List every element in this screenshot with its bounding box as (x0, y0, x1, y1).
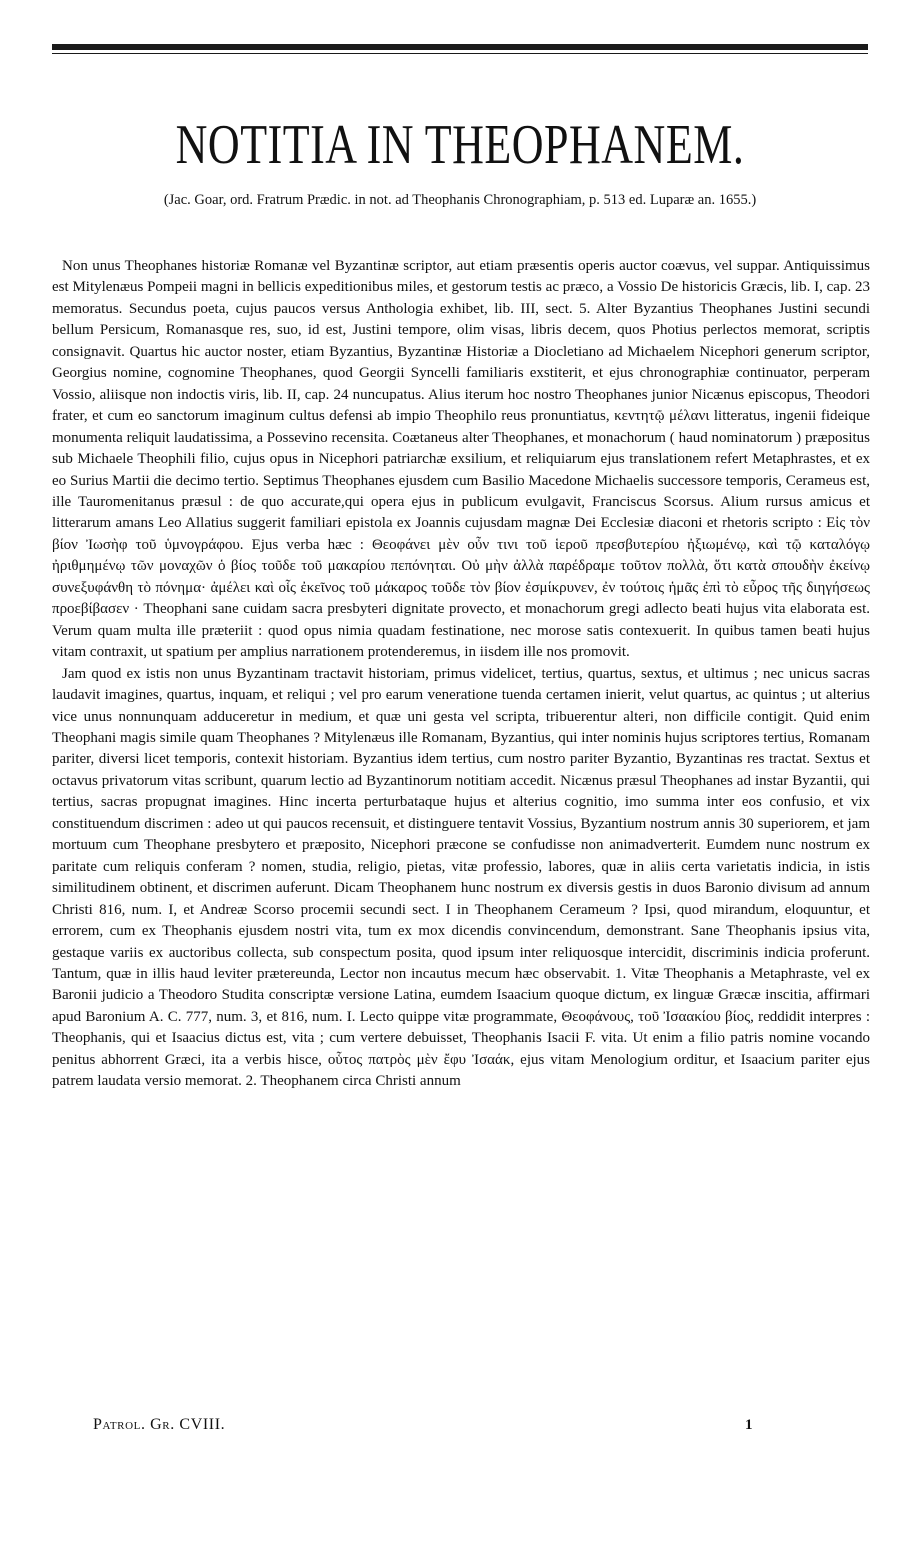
source-citation: (Jac. Goar, ord. Fratrum Prædic. in not. ad Theophanis Chronographiam, p. 513 ed. Luparæ an. 1655.) (163, 192, 757, 208)
paragraph: Jam quod ex istis non unus Byzantinam tractavit historiam, primus videlicet, tertius, quartus, sextus, et ultimus ; nec unicus sacras laudavit imagines, quartus, inquam, et reliqui ; vel pro earum veneratione tuenda certamen inierit, velut quartus, ac quintus ; ut alterius vice unus nonnunquam adduceretur in medium, et quæ uni gesta vel scripta, tribuerentur alteri, non difficile contigit. Quid enim Theophani magis simile quam Theophanes ? Mitylenæus ille Romanam, Byzantius, qui inter nominis hujus scriptores tertius, Romanam pariter, diversi licet temporis, contexit historiam. Byzantius idem tertius, cum nostro pariter Byzantio, Byzantinas res tractat. Sextus et octavus privatorum vitas scribunt, quarum lectio ad Byzantinorum notitiam accedit. Nicænus præsul Theophanes ad instar Byzantii, qui tertius, sacras propugnat imagines. Hinc incerta perturbataque hujus et alterius cognitio, imo summa inter eos confusio, et vix constituendum discrimen : adeo ut qui paucos recensuit, et distinguere tentavit Vossius, Byzantium nostrum annis 30 superiorem, et jam mortuum cum Theophane presbytero et præposito, Nicephori præcone se confudisse non animadverterit. Eumdem nunc nostrum ex paritate cum reliquis conferam ? nomen, studia, religio, pietas, vitæ professio, labores, quæ in aliis certa varietatis indicia, in istis similitudinem obtinent, et discrimen auferunt. Dicam Theophanem hunc nostrum ex diversis gestis in duos Baronio divisum ad annum Christi 816, num. I, et Andreæ Scorso procemii secundi sect. I in Theophanem Cerameum ? Ipsi, quod mirandum, eloquuntur, et errorem, cum ex Theophanis ejusdem nostri vita, tum ex mox dicendis convincendum, demonstrant. Sane Theophanis ipsius vita, gestaque variis ex auctoribus collecta, sub conspectum posita, quod ipsum inter reliquosque intercidit, discriminis indicia proferunt. Tantum, quæ in illis haud leviter prætereunda, Lector non incautus mecum hæc observabit. 1. Vitæ Theophanis a Metaphraste, vel ex Baronii judicio a Theodoro Studita conscriptæ versione Latina, eumdem Isaacium quoque dictum, ex linguæ Græcæ inscitia, affirmari apud Baronium A. C. 777, num. 3, et 816, num. I. Lecto quippe vitæ programmate, Θεοφάνους, τοῦ Ἰσαακίου βίος, reddidit interpres : Theophanis, qui et Isaacius dictus est, vita ; cum vertere debuisset, Theophanis Isacii F. vita. Ut enim a filio patris nomine vocando penitus abhorrent Græci, ita a verbis hisce, οὗτος πατρὸς μὲν ἔφυ Ἰσαάκ, ejus vitam Menologium orditur, et Isaacium pariter ejus patrem laudata versio memorat. 2. Theophanem circa Christi annum (52, 665, 870, 1090)
signature-number: 1 (745, 1417, 753, 1433)
paragraph: Non unus Theophanes historiæ Romanæ vel Byzantinæ scriptor, aut etiam præsentis operis auctor coævus, vel suppar. Antiquissimus est Mitylenæus Pompeii magni in bellicis expeditionibus miles, et gestorum testis ac præco, a Vossio De historicis Græcis, lib. I, cap. 23 memoratus. Secundus poeta, cujus paucos versus Anthologia exhibet, lib. III, sect. 5. Alter Byzantius Theophanes Justini secundi bellum Persicum, Romanasque res, suo, id est, Justini tempore, olim visas, libris decem, quos Photius perlectos memorat, scriptis consignavit. Quartus hic auctor noster, etiam Byzantius, Byzantinæ Historiæ a Diocletiano ad Michaelem Nicephori generum scriptor, Georgius nomine, cognomine Theophanes, quod Georgii Syncelli familiaris exstiterit, et ejus chronographiæ continuator, perperam Vossio, aliisque non indoctis viris, lib. II, cap. 24 nuncupatus. Alius iterum hoc nostro Theophanes junior Nicænus episcopus, Theodori frater, et cum eo sanctorum imaginum cultus defensi ab impio Theophilo reus pronuntiatus, κεντητῷ μέλανι litteratus, ingenii fideique monumenta reliquit laudatissima, a Possevino recensita. Coætaneus alter Theophanes, et monachorum ( haud nominatorum ) præpositus sub Michaele Theophili filio, cujus opus in Nicephori patriarchæ exsilium, et reliquiarum ejus translationem refert Metaphrastes, et ex eo Surius Martii die decimo tertio. Septimus Theophanes ejusdem cum Basilio Macedone Michaelis successore temporis, Cerameus est, ille Tauromenitanus præsul : de quo accurate,qui opera ejus in publicum evulgavit, Franciscus Scorsus. Alium rursus amicus et litterarum amans Leo Allatius suggerit familiari epistola ex Joannis cujusdam magnæ Dei Ecclesiæ diaconi et rhetoris scripto : Εἰς τὸν βίον Ἰωσὴφ τοῦ ὑμνογράφου. Ejus verba hæc : Θεοφάνει μὲν οὖν τινι τοῦ ἱεροῦ πρεσβυτερίου ἠξιωμένῳ, καὶ τῷ καταλόγῳ ἠριθμημένῳ τῶν μοναχῶν ὁ βίος τοῦδε τοῦ μακαρίου πεπόνηται. Οὐ μὴν ἀλλὰ παρέδραμε τοῦτον πολλὰ, ὅτι κατὰ σπουδὴν ἐκείνῳ συνεξυφάνθη τὸ πόνημα· ἀμέλει καὶ οἷς ἐκεῖνος τοῦ μάκαρος τοῦδε τὸν βίον ἐσμίκρυνεν, ἐν τούτοις ἡμᾶς ἐπὶ τὸ εὖρος τῆς διηγήσεως προεβίβασεν · Theophani sane cuidam sacra presbyteri dignitate provecto, et monachorum gregi adlecto beati hujus vita elaborata est. Verum quam multa ille præteriit : quod opus nimia quadam festinatione, nec morose satis contexuerit. In quibus tamen beati hujus vitam contraxit, ut spatium per amplius narrationem protenderemus, in iisdem ille nos promovit. (52, 258, 870, 661)
body-text (52, 256, 870, 1093)
series-signature: Patrol. Gr. CVIII. (93, 1416, 226, 1433)
page-title: NOTITIA IN THEOPHANEM. (175, 113, 745, 176)
top-rule-thick (52, 44, 868, 50)
top-rule-thin (52, 53, 868, 54)
